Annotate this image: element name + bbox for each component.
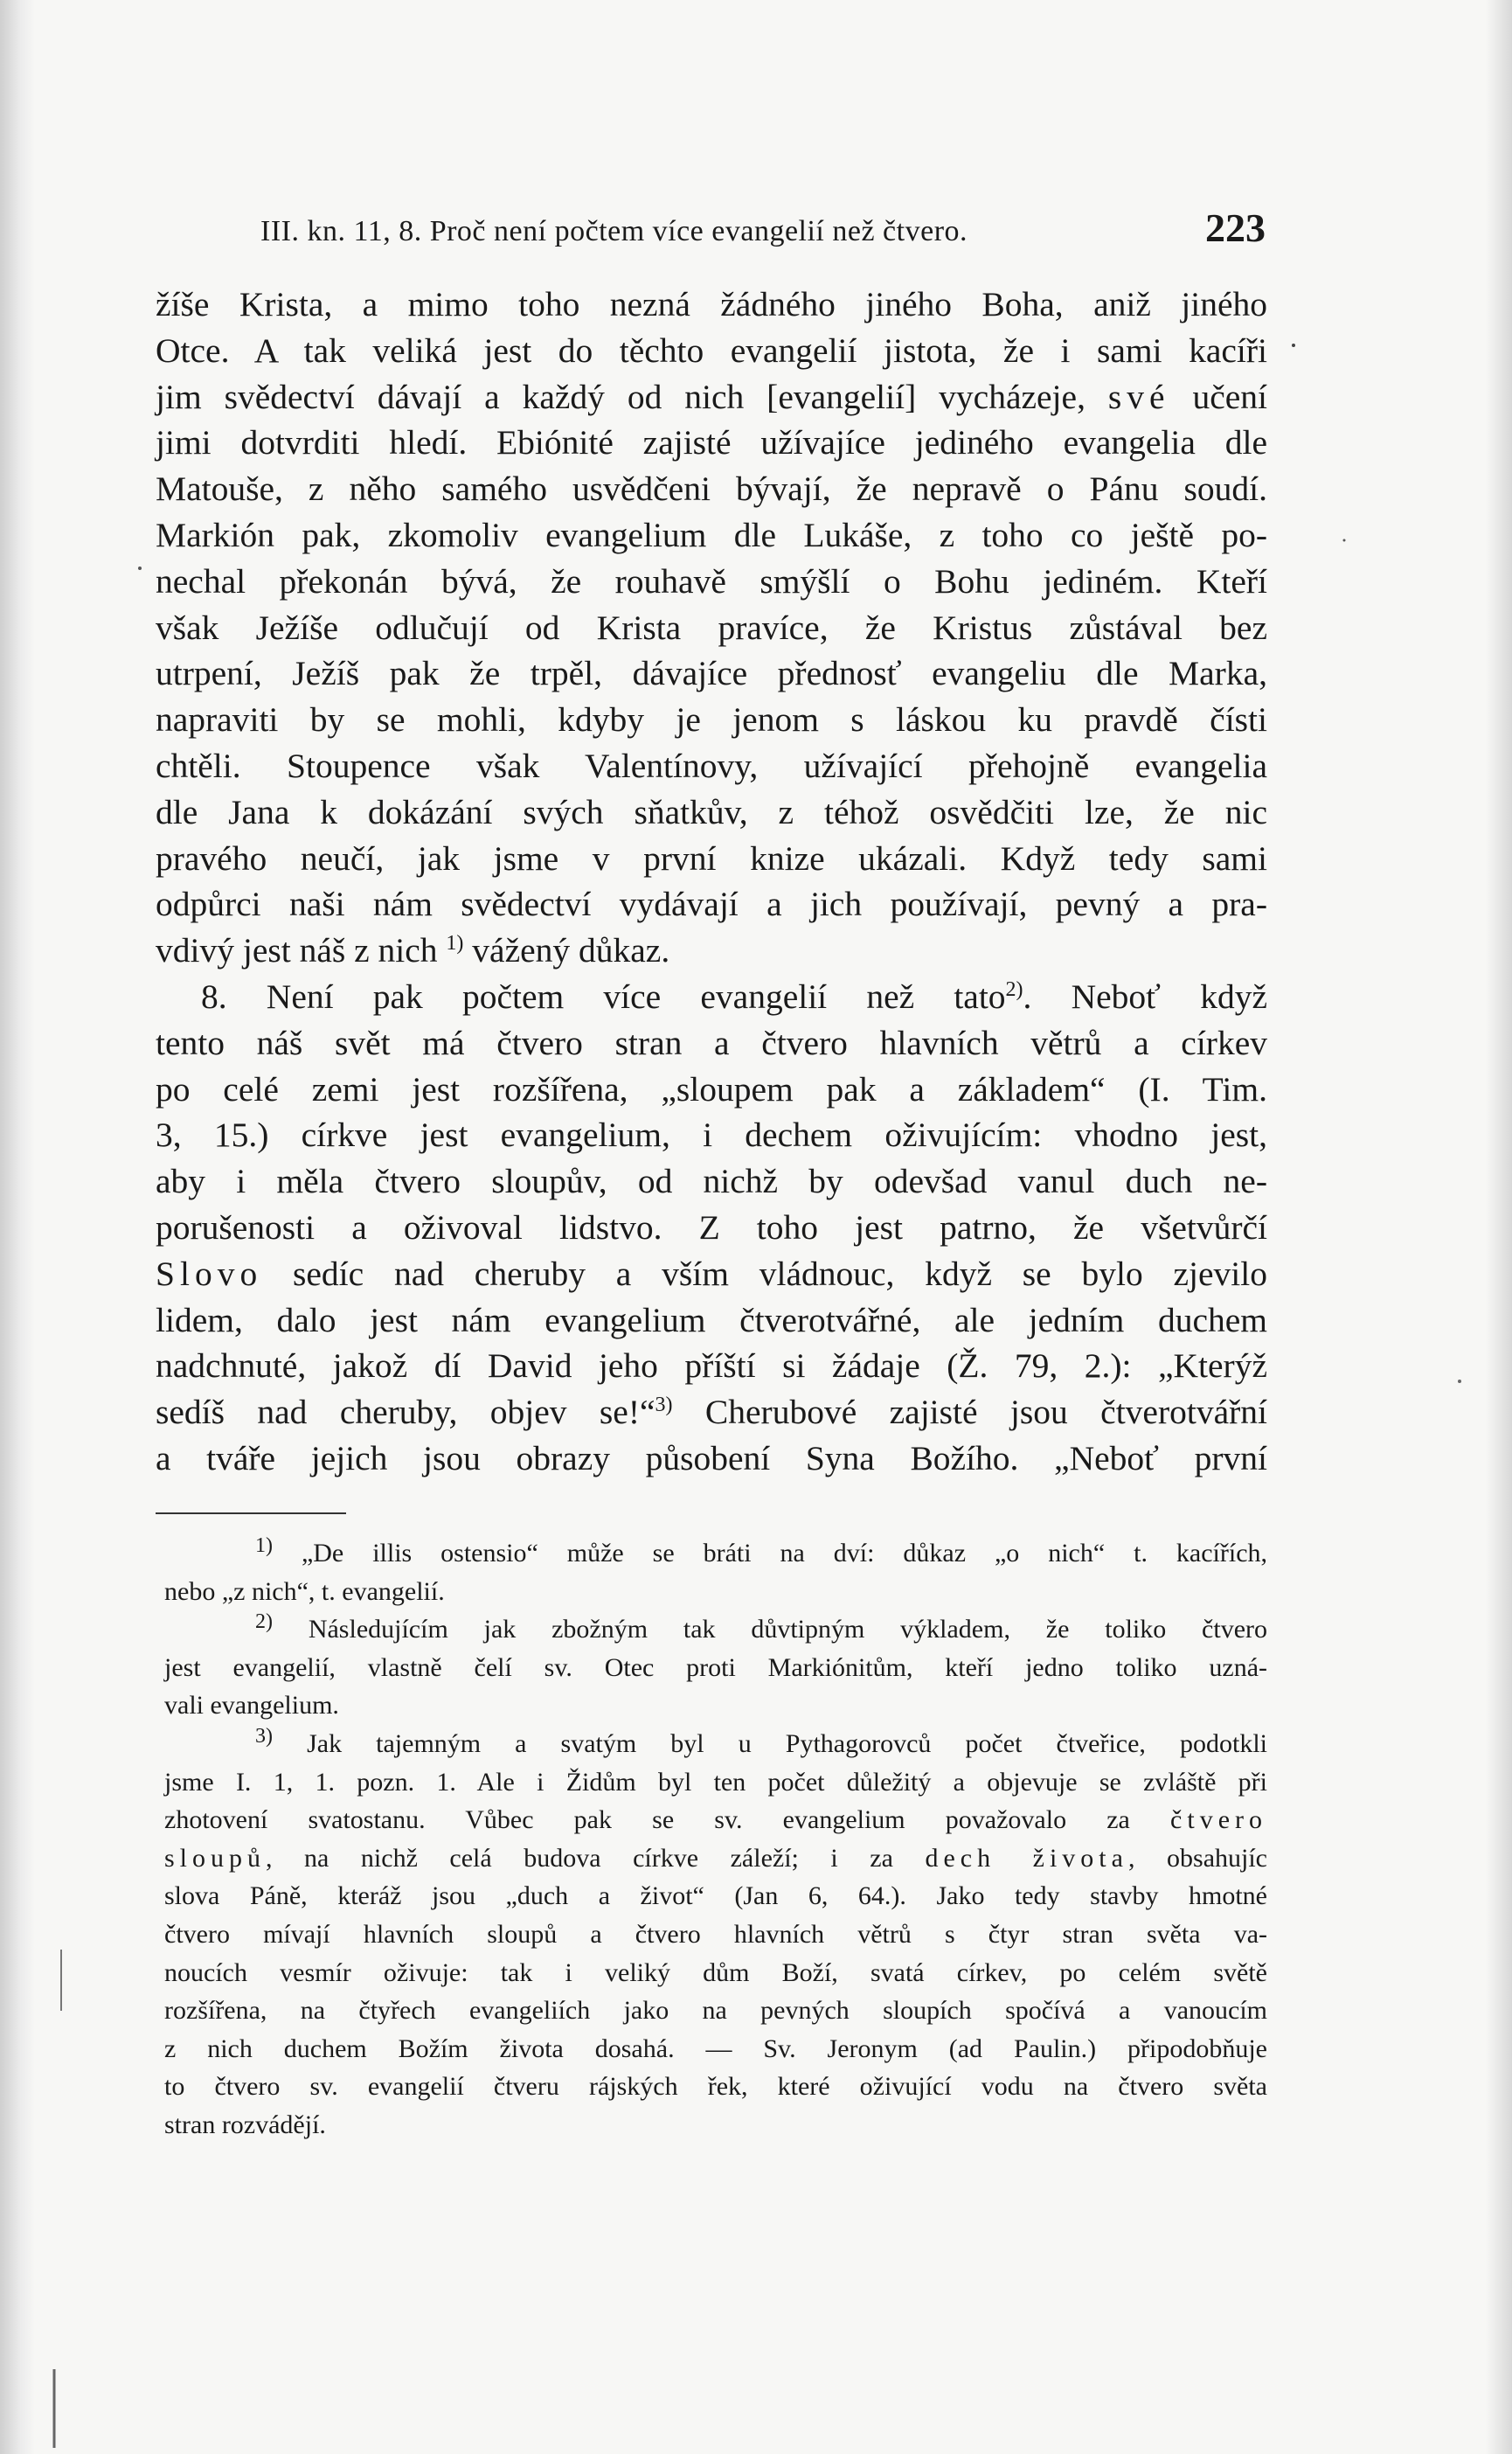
text-fragment: vdivý jest náš z nich <box>156 931 438 970</box>
footnote-line: jsme I. 1, 1. pozn. 1. Ale i Židům byl ten počet důležitý a objevuje se zvláště při <box>164 1767 1267 1797</box>
footnote-marker: 1) <box>255 1534 273 1557</box>
spaced-word: sloupů <box>164 1843 267 1873</box>
footnote-ref: 3) <box>655 1393 673 1416</box>
text-line: žíše Krista, a mimo toho nezná žádného jiného Boha, aniž jiného <box>156 285 1267 323</box>
footnote-line: vali evangelium. <box>164 1691 339 1721</box>
scan-speck <box>1458 1380 1461 1383</box>
text-fragment: Cherubové zajisté jsou čtverotvářní <box>704 1393 1268 1432</box>
footnote-ref: 1) <box>446 932 464 955</box>
footnote-marker: 3) <box>255 1724 273 1748</box>
text-fragment: Jak tajemným a svatým byl u Pythagorovců počet čtveřice, podotkli <box>307 1728 1268 1758</box>
text-line: odpůrci naši nám svědectví vydávají a jich používají, pevný a pra- <box>156 885 1267 924</box>
text-fragment: , na nichž celá budova církve záleží; i za <box>266 1843 893 1873</box>
scan-speck <box>138 567 142 570</box>
text-line: lidem, dalo jest nám evangelium čtverotvářné, ale jedním duchem <box>156 1300 1267 1339</box>
footnote-line: nebo „z nich“, t. evangelií. <box>164 1576 445 1606</box>
footnote-line: noucích vesmír oživuje: tak i veliký dům Boží, svatá církev, po celém světě <box>164 1957 1267 1987</box>
text-line: pravého neučí, jak jsme v první knize ukázali. Když tedy sami <box>156 838 1267 878</box>
footnote-line: stran rozvádějí. <box>164 2110 326 2139</box>
footnote-line: to čtvero sv. evangelií čtveru rájských řek, které oživující vodu na čtvero světa <box>164 2072 1267 2102</box>
text-line: Otce. A tak veliká jest do těchto evangelií jistota, že i sami kacíři <box>156 330 1267 370</box>
text-line: Markión pak, zkomoliv evangelium dle Lukáše, z toho co ještě po- <box>156 515 1267 554</box>
text-line: chtěli. Stoupence však Valentínovy, užívající přehojně evangelia <box>156 746 1267 785</box>
footnote-line: čtvero mívají hlavních sloupů a čtvero hlavních větrů s čtyr stran světa va- <box>164 1919 1267 1949</box>
text-line: 3, 15.) církve jest evangelium, i dechem oživujícím: vhodno jest, <box>156 1116 1267 1155</box>
running-head: III. kn. 11, 8. Proč není počtem více evangelií než čtvero. <box>260 215 968 247</box>
spaced-word: dech života <box>925 1843 1128 1873</box>
text-line: aby i měla čtvero sloupův, od nichž by odevšad vanul duch ne- <box>156 1162 1267 1201</box>
text-line: porušenosti a oživoval lidstvo. Z toho jest patrno, že všetvůrčí <box>156 1207 1267 1247</box>
text-fragment: Následujícím jak zbožným tak důvtipným výkladem, že toliko čtvero <box>308 1615 1268 1644</box>
text-fragment: sedíš nad cheruby, objev se!“ <box>156 1393 655 1432</box>
text-line: po celé zemi jest rozšířena, „sloupem pak a základem“ (I. Tim. <box>156 1069 1267 1109</box>
text-fragment: 8. Není pak počtem více evangelií než tato <box>201 977 1006 1016</box>
footnote-line: rozšířena, na čtyřech evangeliích jako na pevných sloupích spočívá a vanoucím <box>164 1996 1267 2026</box>
text-fragment: Neboť když <box>1071 977 1268 1016</box>
scan-speck <box>1343 539 1346 542</box>
text-line: 8. Není pak počtem více evangelií než tato$^{2)}$. Neboť když <box>201 977 1268 1016</box>
text-line: napraviti by se mohli, kdyby je jenom s láskou ku pravdě čísti <box>156 700 1267 740</box>
footnote-line: jest evangelií, vlastně čelí sv. Otec proti Markiónitům, kteří jedno toliko uzná- <box>164 1652 1267 1682</box>
spaced-word: své <box>1107 377 1170 416</box>
text-fragment: sedíc nad cheruby a vším vládnouc, když se bylo zjevilo <box>293 1254 1267 1293</box>
footnote-line: z nich duchem Božím života dosahá. — Sv. Jeronym (ad Paulin.) připodobňuje <box>164 2033 1267 2063</box>
spaced-word: Slovo <box>156 1254 263 1293</box>
text-fragment: „De illis ostensio“ může se bráti na dví: důkaz „o nich“ t. kacířích, <box>301 1539 1268 1568</box>
text-fragment: , obsahujíc <box>1127 1843 1267 1873</box>
text-line: dle Jana k dokázání svých sňatkův, z téhož osvědčiti lze, že nic <box>156 792 1267 831</box>
text-line: tento náš svět má čtvero stran a čtvero hlavních větrů a církev <box>156 1023 1267 1062</box>
footnote-ref: 2) <box>1005 977 1023 1001</box>
text-line: Matouše, z něho samého usvědčeni bývají, že nepravě o Pánu soudí. <box>156 469 1267 509</box>
spaced-word: čtvero <box>1170 1805 1268 1835</box>
text-line: však Ježíše odlučují od Krista pravíce, že Kristus zůstával bez <box>156 608 1267 647</box>
footnote-line: slova Páně, kteráž jsou „duch a život“ (Jan 6, 64.). Jako tedy stavby hmotné <box>164 1881 1267 1911</box>
page-number: 223 <box>1205 205 1266 250</box>
text-line: a tváře jejich jsou obrazy působení Syna Božího. „Neboť první <box>156 1438 1267 1477</box>
scan-speck <box>1292 344 1295 347</box>
text-line: nadchnuté, jakož dí David jeho příští si žádaje (Ž. 79, 2.): „Kterýž <box>156 1346 1267 1386</box>
text-line: utrpení, Ježíš pak že trpěl, dávajíce přednosť evangeliu dle Marka, <box>156 654 1267 693</box>
text-fragment: jim svědectví dávají a každý od nich [evangelií] vycházeje, <box>156 377 1085 416</box>
text-fragment: učení <box>1192 377 1268 416</box>
text-fragment: vážený důkaz. <box>472 931 670 970</box>
footnote-marker: 2) <box>255 1610 273 1634</box>
text-line: nechal překonán bývá, že rouhavě smýšlí o Bohu jediném. Kteří <box>156 561 1267 601</box>
text-line: jimi dotvrditi hledí. Ebiónité zajisté užívajíce jediného evangelia dle <box>156 423 1267 462</box>
text-fragment: zhotovení svatostanu. Vůbec pak se sv. evangelium považovalo za <box>164 1805 1130 1835</box>
